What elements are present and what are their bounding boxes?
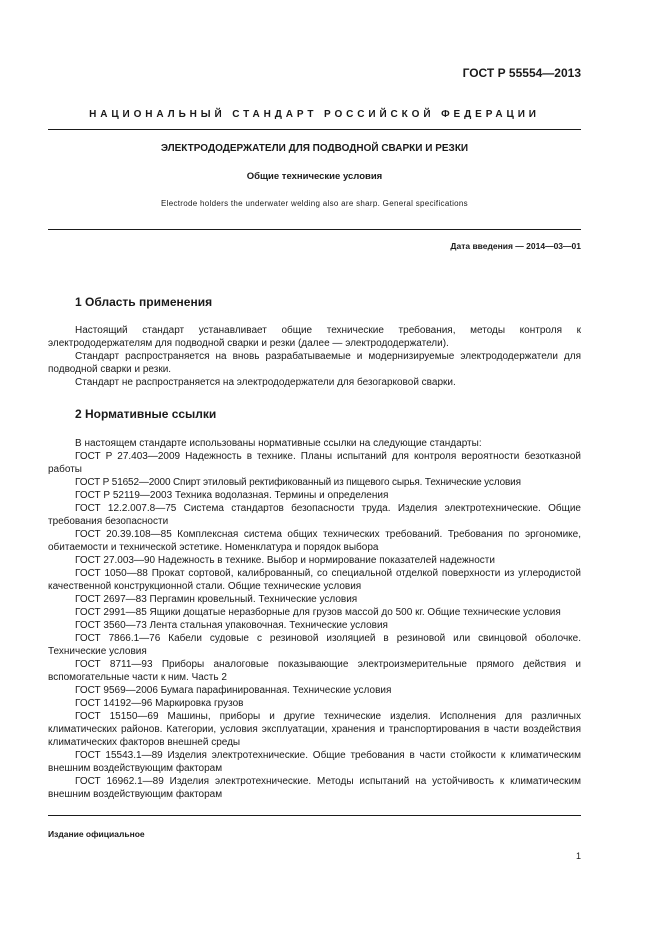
reference-item: ГОСТ 12.2.007.8—75 Система стандартов безопасности труда. Изделия электротехнические. Общие требования безопасности — [48, 503, 581, 527]
reference-item: ГОСТ 16962.1—89 Изделия электротехнические. Методы испытаний на устойчивость к климатическим внешним воздействующим факторам — [48, 776, 581, 800]
reference-item: ГОСТ 27.003—90 Надежность в технике. Выбор и нормирование показателей надежности — [75, 555, 495, 566]
reference-item: ГОСТ Р 52119—2003 Техника водолазная. Термины и определения — [75, 490, 389, 501]
paragraph: Стандарт не распространяется на электрододержатели для безогарковой сварки. — [75, 377, 456, 388]
standard-subtitle: Общие технические условия — [246, 171, 383, 182]
reference-item: ГОСТ 7866.1—76 Кабели судовые с резиновой изоляцией в резиновой или свинцовой оболочке. Технические условия — [48, 633, 581, 657]
paragraph: Стандарт распространяется на вновь разрабатываемые и модернизируемые электрододержатели для подводной сварки и резки. — [48, 351, 581, 375]
standard-title: ЭЛЕКТРОДОДЕРЖАТЕЛИ ДЛЯ ПОДВОДНОЙ СВАРКИ И РЕЗКИ — [160, 143, 469, 154]
document-number: ГОСТ Р 55554—2013 — [462, 66, 581, 80]
edition-label: Издание официальное — [48, 829, 145, 839]
section-2-title: 2 Нормативные ссылки — [75, 407, 217, 421]
reference-item: ГОСТ 15543.1—89 Изделия электротехнические. Общие требования в части стойкости к климатическим внешним воздействующим факторам — [48, 750, 581, 774]
section-1-body — [48, 324, 581, 389]
reference-item: ГОСТ 2697—83 Пергамин кровельный. Технические условия — [75, 594, 358, 605]
section-1-title: 1 Область применения — [75, 295, 213, 309]
intro-date: Дата введения — 2014—03—01 — [450, 241, 581, 251]
reference-item: ГОСТ Р 27.403—2009 Надежность в технике. Планы испытаний для контроля вероятности безотказной работы — [48, 451, 581, 475]
footer-rule — [48, 815, 581, 816]
paragraph: В настоящем стандарте использованы нормативные ссылки на следующие стандарты: — [75, 438, 482, 449]
english-title: Electrode holders the underwater welding also are sharp. General specifications — [161, 199, 468, 208]
top-rule — [48, 129, 581, 130]
reference-item: ГОСТ 2991—85 Ящики дощатые неразборные для грузов массой до 500 кг. Общие технические условия — [75, 607, 561, 618]
reference-item: ГОСТ 15150—69 Машины, приборы и другие технические изделия. Исполнения для различных климатических районов. Категории, условия эксплуатации, хранения и транспортирования в части воздействия климатических факторов внешней среды — [48, 711, 581, 748]
reference-item: ГОСТ 14192—96 Маркировка грузов — [75, 698, 244, 709]
reference-item: ГОСТ 3560—73 Лента стальная упаковочная. Технические условия — [75, 620, 388, 631]
title-bottom-rule — [48, 229, 581, 230]
page-number: 1 — [575, 851, 581, 861]
paragraph: Настоящий стандарт устанавливает общие технические требования, методы контроля к электрододержателям для подводной сварки и резки (далее — электрододержатели). — [48, 325, 581, 349]
reference-item: ГОСТ 1050—88 Прокат сортовой, калиброванный, со специальной отделкой поверхности из углеродистой качественной конструкционной стали. Общие технические условия — [48, 568, 581, 592]
reference-item: ГОСТ 8711—93 Приборы аналоговые показывающие электроизмерительные прямого действия и вспомогательные части к ним. Часть 2 — [48, 659, 581, 683]
section-2-body — [48, 437, 581, 801]
national-standard-heading: НАЦИОНАЛЬНЫЙ СТАНДАРТ РОССИЙСКОЙ ФЕДЕРАЦИИ — [89, 109, 540, 120]
reference-item: ГОСТ 9569—2006 Бумага парафинированная. Технические условия — [75, 685, 392, 696]
reference-item: ГОСТ 20.39.108—85 Комплексная система общих технических требований. Требования по эргономике, обитаемости и технической эстетике. Номенклатура и порядок выбора — [48, 529, 581, 553]
reference-item: ГОСТ Р 51652—2000 Спирт этиловый ректификованный из пищевого сырья. Технические условия — [75, 477, 521, 488]
